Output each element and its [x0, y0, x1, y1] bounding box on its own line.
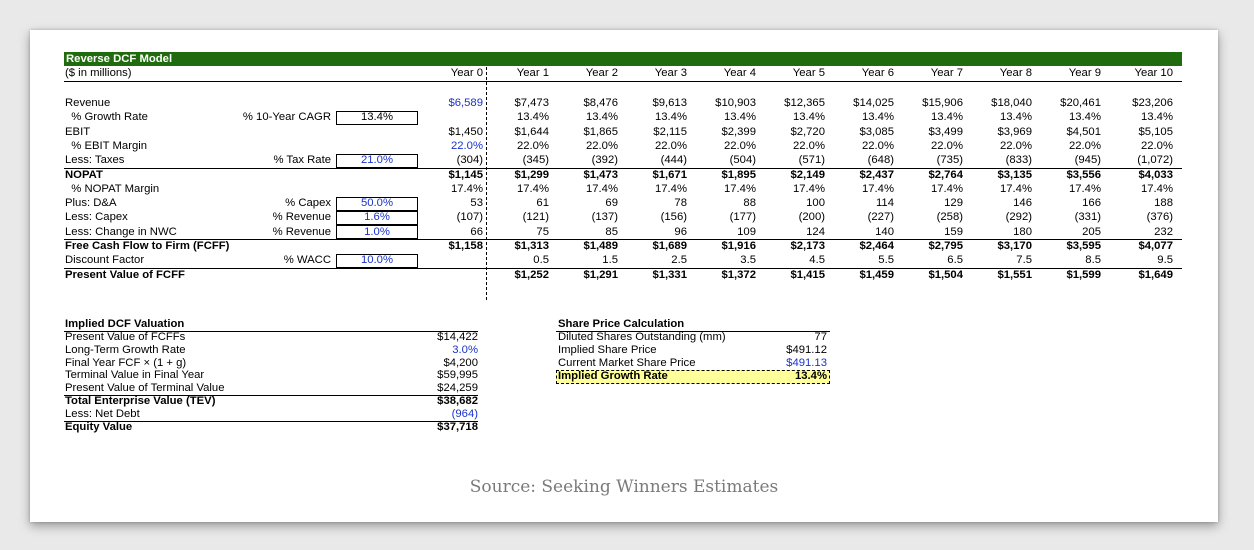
row-value: $3,969: [997, 125, 1032, 138]
row-value: $1,865: [583, 125, 618, 138]
row-value: $1,450: [448, 125, 483, 138]
input-value: 50.0%: [360, 197, 394, 210]
row-value: 13.4%: [792, 111, 825, 124]
row-value: 17.4%: [654, 182, 687, 195]
row-value: 2.5: [671, 254, 687, 267]
row-value: 13.4%: [930, 111, 963, 124]
row-value: $3,556: [1066, 168, 1101, 181]
row-value: (444): [660, 154, 687, 167]
row-value: $1,291: [583, 268, 618, 281]
row-value: 100: [806, 197, 825, 210]
dcf-row-label: Terminal Value in Final Year: [65, 369, 205, 382]
row-value: 96: [674, 225, 687, 238]
model-title-bar: Reverse DCF Model: [64, 52, 1182, 66]
row-value: $5,105: [1138, 125, 1173, 138]
dcf-row-value: $38,682: [437, 395, 478, 407]
row-value: 61: [536, 197, 549, 210]
row-value: $2,149: [790, 168, 825, 181]
row-value: (177): [729, 211, 756, 224]
share-row-value: $491.13: [786, 357, 827, 369]
row-value: $20,461: [1060, 97, 1101, 109]
row-value: 22.0%: [723, 139, 756, 152]
row-value: 17.4%: [450, 182, 483, 195]
row-value: $1,551: [997, 268, 1032, 281]
year-header-1: Year 1: [516, 67, 549, 79]
row-value: 5.5: [878, 254, 894, 267]
dcf-row-value: (964): [451, 407, 478, 420]
row-value: $1,895: [721, 168, 756, 181]
row-value: (376): [1146, 211, 1173, 224]
dcf-row-label: Long-Term Growth Rate: [65, 343, 186, 356]
row-value: (258): [936, 211, 963, 224]
row-value: $1,473: [583, 168, 618, 181]
row-value: (156): [660, 211, 687, 224]
year-header-3: Year 3: [654, 67, 687, 79]
row-label: Revenue: [65, 97, 111, 109]
row-value: (571): [798, 154, 825, 167]
year-header-6: Year 6: [861, 67, 894, 79]
row-value: 17.4%: [516, 182, 549, 195]
year-header-10: Year 10: [1134, 67, 1173, 79]
row-label: Present Value of FCFF: [65, 268, 185, 281]
row-value: 22.0%: [861, 139, 894, 152]
row-value: $1,644: [514, 125, 549, 138]
share-price-title: Share Price Calculation: [558, 318, 685, 330]
input-value: 13.4%: [360, 111, 394, 124]
row-value: 17.4%: [1068, 182, 1101, 195]
row-label: % NOPAT Margin: [65, 182, 160, 195]
dcf-row-value: $59,995: [437, 369, 478, 382]
row-value: 66: [470, 225, 483, 238]
row-value: $2,115: [653, 125, 687, 138]
row-value: 75: [536, 225, 549, 238]
row-value: 78: [674, 197, 687, 210]
source-note: Source: Seeking Winners Estimates: [469, 477, 779, 497]
row-value: (331): [1074, 211, 1101, 224]
row-label: Less: Taxes: [65, 154, 125, 167]
share-row-value: 77: [814, 331, 827, 343]
row-value: 17.4%: [999, 182, 1032, 195]
row-value: 180: [1013, 225, 1032, 238]
share-row-value: $491.12: [786, 344, 827, 356]
row-value: 88: [743, 197, 756, 210]
year-header-5: Year 5: [792, 67, 825, 79]
row-value: $3,170: [997, 240, 1032, 252]
row-value: 13.4%: [585, 111, 618, 124]
row-value: 205: [1082, 225, 1101, 238]
input-label: % WACC: [283, 254, 331, 267]
row-label: Discount Factor: [65, 254, 145, 267]
row-value: 53: [470, 197, 483, 210]
row-label: Less: Change in NWC: [65, 225, 177, 238]
year-header-9: Year 9: [1068, 67, 1101, 79]
row-value: $1,372: [721, 268, 756, 281]
row-value: 9.5: [1157, 254, 1173, 267]
dcf-row-value: $37,718: [437, 420, 478, 433]
row-value: 22.0%: [1140, 139, 1173, 152]
row-value: $1,299: [514, 168, 549, 181]
dcf-row-value: $14,422: [437, 331, 478, 343]
row-value: 17.4%: [861, 182, 894, 195]
input-label: % Revenue: [272, 211, 331, 224]
row-value: $14,025: [853, 97, 894, 109]
row-value: 13.4%: [999, 111, 1032, 124]
row-value: $1,649: [1138, 268, 1173, 281]
row-value: $1,489: [583, 240, 618, 252]
row-value: (121): [522, 211, 549, 224]
dcf-row-label: Less: Net Debt: [65, 407, 140, 420]
implied-dcf-title: Implied DCF Valuation: [65, 318, 185, 330]
row-value: $3,135: [997, 168, 1032, 181]
row-value: $1,689: [652, 240, 687, 252]
row-value: $3,085: [859, 125, 894, 138]
row-value: $2,464: [859, 240, 894, 252]
row-label: Less: Capex: [65, 211, 128, 224]
row-value: $1,671: [652, 168, 687, 181]
year-header-7: Year 7: [930, 67, 963, 79]
row-label: Free Cash Flow to Firm (FCFF): [65, 240, 230, 252]
row-value: 13.4%: [1140, 111, 1173, 124]
share-row-label: Diluted Shares Outstanding (mm): [558, 331, 726, 343]
row-value: 13.4%: [654, 111, 687, 124]
row-value: 22.0%: [450, 139, 483, 152]
share-row-value: 13.4%: [794, 370, 827, 382]
row-value: 166: [1082, 197, 1101, 210]
input-label: % Revenue: [272, 225, 331, 238]
share-row-label: Implied Share Price: [558, 344, 657, 356]
row-value: 129: [944, 197, 963, 210]
row-value: $18,040: [991, 97, 1032, 109]
input-label: % Tax Rate: [273, 154, 331, 167]
row-value: (833): [1005, 154, 1032, 167]
year-header-0: Year 0: [450, 67, 483, 79]
row-value: $1,331: [652, 268, 687, 281]
row-value: 1.5: [602, 254, 618, 267]
row-value: $1,158: [448, 240, 483, 252]
row-value: 17.4%: [1140, 182, 1173, 195]
row-value: (304): [456, 154, 483, 167]
row-value: $1,415: [790, 268, 825, 281]
input-label: % 10-Year CAGR: [242, 111, 331, 124]
row-value: 188: [1154, 197, 1173, 210]
row-value: $6,589: [448, 97, 483, 109]
row-value: (227): [867, 211, 894, 224]
row-value: $2,399: [721, 125, 756, 138]
row-value: 17.4%: [792, 182, 825, 195]
row-value: $1,504: [928, 268, 963, 281]
row-value: $2,437: [859, 168, 894, 181]
row-value: 7.5: [1016, 254, 1032, 267]
year-header-2: Year 2: [585, 67, 618, 79]
row-value: $1,252: [514, 268, 549, 281]
row-value: $3,499: [928, 125, 963, 138]
row-value: $15,906: [922, 97, 963, 109]
row-value: (345): [522, 154, 549, 167]
row-value: (1,072): [1137, 154, 1173, 167]
row-value: 0.5: [533, 254, 549, 267]
row-value: (292): [1005, 211, 1032, 224]
row-value: (107): [456, 211, 483, 224]
dcf-row-value: $4,200: [443, 356, 478, 369]
row-value: 3.5: [740, 254, 756, 267]
row-value: 17.4%: [585, 182, 618, 195]
dcf-row-label: Final Year FCF × (1 + g): [65, 356, 187, 369]
row-value: 13.4%: [723, 111, 756, 124]
row-value: $12,365: [784, 97, 825, 109]
row-value: (945): [1074, 154, 1101, 167]
share-row-label: Implied Growth Rate: [558, 370, 668, 382]
year-header-4: Year 4: [723, 67, 756, 79]
year-header-8: Year 8: [999, 67, 1032, 79]
dcf-row-label: Present Value of Terminal Value: [65, 382, 225, 395]
input-value: 21.0%: [360, 154, 394, 167]
row-value: 17.4%: [930, 182, 963, 195]
row-value: 13.4%: [1068, 111, 1101, 124]
units-label: ($ in millions): [65, 67, 132, 79]
dcf-row-label: Total Enterprise Value (TEV): [65, 395, 216, 407]
row-value: 85: [605, 225, 618, 238]
row-value: 22.0%: [930, 139, 963, 152]
input-value: 1.6%: [364, 211, 390, 224]
row-value: $4,033: [1138, 168, 1173, 181]
row-value: 22.0%: [999, 139, 1032, 152]
row-value: 13.4%: [861, 111, 894, 124]
row-value: 17.4%: [723, 182, 756, 195]
row-value: $2,720: [790, 125, 825, 138]
row-value: $4,501: [1066, 125, 1101, 138]
row-label: % EBIT Margin: [65, 139, 148, 152]
row-value: 22.0%: [1068, 139, 1101, 152]
row-value: 8.5: [1085, 254, 1101, 267]
row-value: (735): [936, 154, 963, 167]
row-value: $1,313: [514, 240, 549, 252]
row-value: $23,206: [1132, 97, 1173, 109]
row-value: $1,145: [448, 168, 483, 181]
row-label: Plus: D&A: [65, 197, 117, 210]
share-row-label: Current Market Share Price: [558, 357, 696, 369]
row-value: (648): [867, 154, 894, 167]
row-value: $7,473: [514, 97, 549, 109]
row-value: 232: [1154, 225, 1173, 238]
dcf-card: [30, 30, 1218, 522]
row-value: $2,173: [790, 240, 825, 252]
row-value: 69: [605, 197, 618, 210]
row-value: 114: [875, 197, 894, 210]
input-value: 10.0%: [360, 254, 394, 267]
row-value: 4.5: [809, 254, 825, 267]
input-label: % Capex: [285, 197, 331, 210]
row-value: $9,613: [652, 97, 687, 109]
row-value: 109: [737, 225, 756, 238]
row-value: 146: [1013, 197, 1032, 210]
row-value: $8,476: [583, 97, 618, 109]
row-label: % Growth Rate: [65, 111, 148, 124]
row-value: 124: [806, 225, 825, 238]
row-value: $1,916: [721, 240, 756, 252]
dcf-row-label: Present Value of FCFFs: [65, 331, 186, 343]
row-value: (200): [798, 211, 825, 224]
row-value: 22.0%: [792, 139, 825, 152]
dcf-row-label: Equity Value: [65, 420, 133, 433]
row-value: $4,077: [1138, 240, 1173, 252]
row-value: 22.0%: [516, 139, 549, 152]
header-underline: [64, 81, 1182, 82]
row-value: 140: [875, 225, 894, 238]
row-value: 6.5: [947, 254, 963, 267]
row-value: (392): [591, 154, 618, 167]
row-value: $1,599: [1066, 268, 1101, 281]
row-label: EBIT: [65, 125, 91, 138]
row-value: (504): [729, 154, 756, 167]
row-value: $2,764: [928, 168, 963, 181]
row-value: $2,795: [928, 240, 963, 252]
dcf-row-value: 3.0%: [452, 343, 478, 356]
row-value: 22.0%: [654, 139, 687, 152]
row-value: (137): [591, 211, 618, 224]
input-value: 1.0%: [364, 225, 390, 238]
row-value: $3,595: [1066, 240, 1101, 252]
row-value: 13.4%: [516, 111, 549, 124]
row-value: 159: [944, 225, 963, 238]
dcf-row-value: $24,259: [437, 382, 478, 395]
row-value: $1,459: [859, 268, 894, 281]
row-value: $10,903: [715, 97, 756, 109]
row-value: 22.0%: [585, 139, 618, 152]
row-label: NOPAT: [65, 168, 103, 181]
